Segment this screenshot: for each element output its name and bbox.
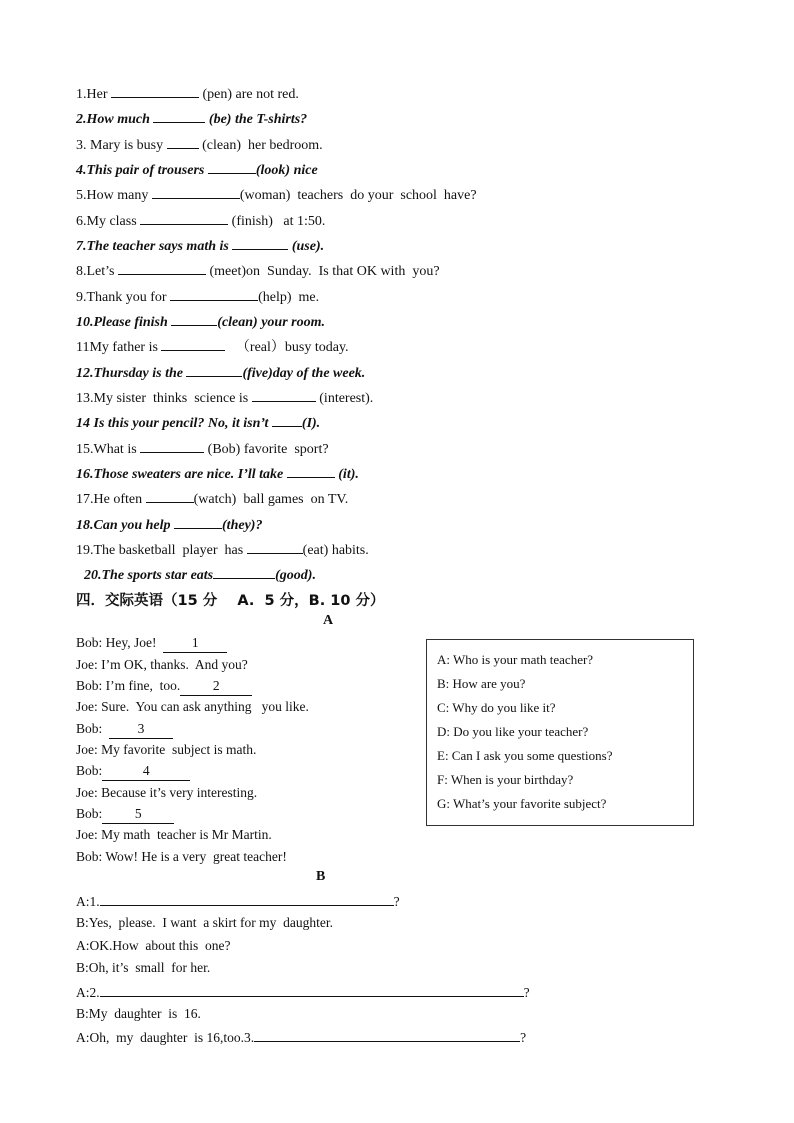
question-20 <box>84 564 316 585</box>
question-text: 20.The sports star eats <box>84 568 214 583</box>
answer-blank[interactable] <box>111 83 199 98</box>
question-text: (watch) ball games on TV. <box>193 492 349 507</box>
question-text: 12.Thursday is the <box>76 366 187 381</box>
dialog-b-line-5 <box>76 982 530 1002</box>
question-text: (five)day of the week. <box>242 366 366 381</box>
answer-blank[interactable] <box>171 311 217 326</box>
answer-blank[interactable] <box>232 235 288 250</box>
question-text: 16.Those sweaters are nice. I’ll take <box>76 467 287 482</box>
question-text: (woman) teachers do your school have? <box>239 188 477 203</box>
question-text: (finish) at 1:50. <box>228 214 326 229</box>
dialog-a-line-9 <box>76 805 174 824</box>
answer-blank[interactable] <box>167 134 199 149</box>
question-text: (clean) your room. <box>217 315 325 330</box>
section-b-label: B <box>316 869 326 884</box>
question-5 <box>76 184 477 205</box>
option-g: G: What’s your favorite subject? <box>437 796 607 811</box>
question-10 <box>76 311 325 332</box>
answer-blank-b3[interactable] <box>254 1027 520 1042</box>
dialog-text: ? <box>520 1030 527 1045</box>
question-text: (Bob) favorite sport? <box>204 442 329 457</box>
answer-blank[interactable] <box>213 564 275 579</box>
question-text: (it). <box>334 467 359 482</box>
option-a: A: Who is your math teacher? <box>437 652 594 667</box>
dialog-a-line-2: Joe: I’m OK, thanks. And you? <box>76 657 248 672</box>
answer-blank-b1[interactable] <box>100 891 394 906</box>
question-text: 11My father is <box>76 340 162 355</box>
dialog-b-line-2: B:Yes, please. I want a skirt for my daughter. <box>76 915 333 930</box>
question-text: 2.How much <box>76 112 154 127</box>
answer-blank[interactable] <box>146 488 194 503</box>
answer-blank[interactable] <box>170 286 258 301</box>
question-text: 7.The teacher says math is <box>76 239 233 254</box>
question-text: 17.He often <box>76 492 146 507</box>
question-text: (interest). <box>315 391 374 406</box>
question-text: (meet)on Sunday. Is that OK with you? <box>206 264 440 279</box>
options-box <box>426 639 694 826</box>
answer-blank-2[interactable]: 2 <box>180 677 252 696</box>
question-text: (they)? <box>222 518 263 533</box>
dialog-a-line-3 <box>76 677 252 696</box>
question-15 <box>76 438 329 459</box>
question-text: 9.Thank you for <box>76 290 171 305</box>
dialog-text: Bob: <box>76 763 103 778</box>
question-text: (use). <box>288 239 325 254</box>
question-text: (I). <box>301 416 321 431</box>
dialog-a-line-1 <box>76 634 227 653</box>
answer-blank-4[interactable]: 4 <box>102 762 190 781</box>
dialog-a-line-5 <box>76 720 173 739</box>
question-text: (clean) her bedroom. <box>198 138 323 153</box>
answer-blank[interactable] <box>140 210 228 225</box>
question-6 <box>76 210 325 231</box>
dialog-text: Bob: <box>76 721 110 736</box>
question-text: (eat) habits. <box>302 543 369 558</box>
answer-blank[interactable] <box>161 336 225 351</box>
question-text: 18.Can you help <box>76 518 175 533</box>
question-text: (look) nice <box>255 163 318 178</box>
dialog-text: A:2. <box>76 985 100 1000</box>
question-8 <box>76 260 440 281</box>
dialog-b-line-1 <box>76 891 400 911</box>
dialog-text: A:1. <box>76 894 100 909</box>
option-f: F: When is your birthday? <box>437 772 574 787</box>
section-heading: 四．交际英语（15 分 A. 5 分，B. 10 分） <box>76 593 385 609</box>
question-2 <box>76 108 307 129</box>
question-text: (pen) are not red. <box>199 87 299 102</box>
answer-blank[interactable] <box>208 159 256 174</box>
option-e: E: Can I ask you some questions? <box>437 748 613 763</box>
question-11 <box>76 336 349 357</box>
question-text: 4.This pair of trousers <box>76 163 208 178</box>
dialog-a-line-10: Joe: My math teacher is Mr Martin. <box>76 827 272 842</box>
dialog-a-line-11: Bob: Wow! He is a very great teacher! <box>76 849 287 864</box>
question-13 <box>76 387 373 408</box>
option-c: C: Why do you like it? <box>437 700 556 715</box>
option-d: D: Do you like your teacher? <box>437 724 589 739</box>
answer-blank[interactable] <box>247 539 303 554</box>
question-19 <box>76 539 369 560</box>
question-text: （real）busy today. <box>225 340 349 355</box>
question-text: 13.My sister thinks science is <box>76 391 252 406</box>
answer-blank[interactable] <box>186 362 242 377</box>
dialog-a-line-8: Joe: Because it’s very interesting. <box>76 785 258 800</box>
section-a-label: A <box>323 613 334 628</box>
answer-blank[interactable] <box>287 463 335 478</box>
question-text: 10.Please finish <box>76 315 172 330</box>
question-text: 8.Let’s <box>76 264 118 279</box>
question-text: 19.The basketball player has <box>76 543 247 558</box>
question-17 <box>76 488 348 509</box>
answer-blank[interactable] <box>272 412 302 427</box>
answer-blank-3[interactable]: 3 <box>109 720 173 739</box>
question-14 <box>76 412 320 433</box>
dialog-text: ? <box>523 985 530 1000</box>
dialog-b-line-4: B:Oh, it’s small for her. <box>76 960 211 975</box>
question-9 <box>76 286 319 307</box>
answer-blank[interactable] <box>174 514 222 529</box>
dialog-text: A:Oh, my daughter is 16,too.3. <box>76 1030 255 1045</box>
answer-blank-b2[interactable] <box>100 982 524 997</box>
dialog-a-line-7 <box>76 762 190 781</box>
answer-blank-5[interactable]: 5 <box>102 805 174 824</box>
dialog-a-line-4: Joe: Sure. You can ask anything you like. <box>76 699 309 714</box>
question-text: 6.My class <box>76 214 141 229</box>
answer-blank[interactable] <box>153 108 205 123</box>
question-text: 14 Is this your pencil? No, it isn’t <box>76 416 272 431</box>
dialog-text: ? <box>393 894 400 909</box>
option-b: B: How are you? <box>437 676 526 691</box>
question-7 <box>76 235 324 256</box>
answer-blank[interactable] <box>118 260 206 275</box>
question-text: 1.Her <box>76 87 111 102</box>
question-text: (be) the T-shirts? <box>205 112 308 127</box>
question-text: 15.What is <box>76 442 141 457</box>
dialog-text: Bob: <box>76 806 103 821</box>
answer-blank-1[interactable]: 1 <box>163 634 227 653</box>
dialog-b-line-3: A:OK.How about this one? <box>76 938 231 953</box>
question-1 <box>76 83 299 104</box>
question-3 <box>76 134 323 155</box>
dialog-b-line-7 <box>76 1027 526 1047</box>
answer-blank[interactable] <box>252 387 316 402</box>
question-4 <box>76 159 318 180</box>
question-text: 3. Mary is busy <box>76 138 167 153</box>
dialog-text: Bob: Hey, Joe! <box>76 635 164 650</box>
question-12 <box>76 362 365 383</box>
question-16 <box>76 463 359 484</box>
question-text: (help) me. <box>258 290 320 305</box>
question-18 <box>76 514 262 535</box>
answer-blank[interactable] <box>152 184 240 199</box>
answer-blank[interactable] <box>140 438 204 453</box>
question-text: 5.How many <box>76 188 152 203</box>
question-text: (good). <box>275 568 316 583</box>
dialog-a-line-6: Joe: My favorite subject is math. <box>76 742 257 757</box>
dialog-b-line-6: B:My daughter is 16. <box>76 1006 201 1021</box>
dialog-text: Bob: I’m fine, too. <box>76 678 181 693</box>
